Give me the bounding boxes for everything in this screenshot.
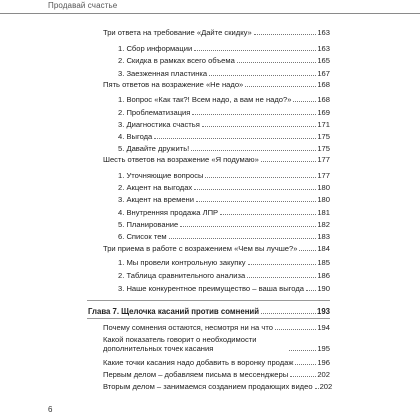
toc-entry-sub[interactable]: [118, 120, 330, 129]
toc-leader-dots: [293, 101, 316, 102]
toc-entry-section[interactable]: [103, 382, 333, 391]
toc-entry-sub[interactable]: [118, 56, 330, 65]
toc-entry-label: 2. Таблица сравнительного анализа: [118, 271, 246, 280]
toc-entry-label: Вторым делом – занимаемся созданием продающих видео: [103, 382, 313, 391]
toc-leader-dots: [202, 126, 317, 127]
toc-entry-label: 1. Вопрос «Как так?! Всем надо, а вам не надо?»: [118, 95, 292, 104]
toc-entry-label: 3. Акцент на времени: [118, 195, 194, 204]
toc-leader-dots: [169, 238, 317, 239]
toc-leader-dots: [192, 114, 316, 115]
chapter-divider-bottom: [87, 318, 330, 319]
toc-entry-sub[interactable]: [118, 208, 330, 217]
toc-entry-label: 2. Акцент на выгодах: [118, 183, 193, 192]
toc-entry-page: 168: [317, 80, 330, 89]
toc-leader-dots: [290, 376, 316, 377]
toc-entry-section[interactable]: [103, 335, 330, 353]
toc-entry-page: 183: [317, 232, 330, 241]
toc-leader-dots: [248, 264, 317, 265]
toc-entry-sub[interactable]: [118, 171, 330, 180]
toc-entry-section[interactable]: [103, 28, 330, 37]
toc-entry-label: Какие точки касания надо добавить в воронку продаж: [103, 358, 294, 367]
toc-entry-label: Первым делом – добавляем письма в мессенджеры: [103, 370, 289, 379]
toc-leader-dots: [247, 277, 316, 278]
toc-entry-label: Пять ответов на возражение «Не надо»: [103, 80, 244, 89]
toc-entry-sub[interactable]: [118, 284, 330, 293]
toc-leader-dots: [194, 50, 316, 51]
toc-entry-label: Шесть ответов на возражение «Я подумаю»: [103, 155, 259, 164]
toc-entry-label: 3. Диагностика счастья: [118, 120, 200, 129]
running-header: [0, 0, 420, 14]
toc-entry-sub[interactable]: [118, 183, 330, 192]
toc-entry-page: 167: [317, 69, 330, 78]
toc-entry-label: 1. Мы провели контрольную закупку: [118, 258, 246, 267]
toc-entry-page: 168: [317, 95, 330, 104]
toc-entry-section[interactable]: [103, 358, 330, 367]
toc-entry-label: 5. Давайте дружить!: [118, 144, 190, 153]
toc-entry-label: 3. Наше конкурентное преимущество – ваша выгода: [118, 284, 304, 293]
toc-entry-sub[interactable]: [118, 258, 330, 267]
toc-leader-dots: [205, 177, 316, 178]
toc-entry-section[interactable]: [103, 323, 330, 332]
toc-entry-page: 163: [317, 44, 330, 53]
toc-entry-page: 202: [317, 370, 330, 379]
toc-entry-label: 3. Заезженная пластинка: [118, 69, 208, 78]
toc-entry-page: 182: [317, 220, 330, 229]
toc-entry-chapter[interactable]: [88, 307, 330, 316]
running-header-title: Продавай счастье: [48, 1, 118, 10]
toc-entry-page: 175: [317, 144, 330, 153]
toc-leader-dots: [315, 388, 319, 389]
toc-entry-label: Глава 7. Щелочка касаний против сомнений: [88, 307, 259, 316]
toc-entry-section[interactable]: [103, 370, 330, 379]
toc-entry-label: 2. Скидка в рамках всего объема: [118, 56, 235, 65]
toc-entry-page: 190: [317, 284, 330, 293]
toc-entry-page: 180: [317, 195, 330, 204]
toc-leader-dots: [237, 62, 317, 63]
toc-entry-page: 169: [317, 108, 330, 117]
toc-entry-page: 181: [317, 208, 330, 217]
toc-leader-dots: [209, 75, 316, 76]
toc-leader-dots: [220, 214, 316, 215]
toc-entry-label: 6. Список тем: [118, 232, 167, 241]
toc-entry-sub[interactable]: [118, 69, 330, 78]
toc-entry-page: 163: [317, 28, 330, 37]
toc-leader-dots: [306, 290, 316, 291]
toc-entry-sub[interactable]: [118, 132, 330, 141]
toc-entry-label: Три ответа на требование «Дайте скидку»: [103, 28, 252, 37]
toc-entry-sub[interactable]: [118, 232, 330, 241]
toc-entry-page: 184: [317, 244, 330, 253]
toc-entry-label: 2. Проблематизация: [118, 108, 191, 117]
toc-entry-section[interactable]: [103, 244, 330, 253]
toc-entry-section[interactable]: [103, 80, 330, 89]
toc-entry-label: 1. Сбор информации: [118, 44, 193, 53]
page-number: 6: [48, 405, 53, 414]
toc-entry-page: 180: [317, 183, 330, 192]
toc-entry-page: 175: [317, 132, 330, 141]
toc-leader-dots: [299, 250, 316, 251]
toc-leader-dots: [196, 201, 316, 202]
toc-leader-dots: [154, 138, 316, 139]
toc-leader-dots: [245, 86, 316, 87]
toc-entry-page: 186: [317, 271, 330, 280]
toc-entry-page: 202: [319, 382, 333, 391]
toc-leader-dots: [295, 364, 316, 365]
toc-leader-dots: [180, 226, 316, 227]
toc-entry-sub[interactable]: [118, 108, 330, 117]
toc-entry-page: 171: [317, 120, 330, 129]
toc-entry-page: 177: [317, 171, 330, 180]
toc-entry-label: Три приема в работе с возражением «Чем вы лучше?»: [103, 244, 298, 253]
toc-leader-dots: [191, 150, 316, 151]
toc-entry-page: 194: [317, 323, 330, 332]
toc-entry-sub[interactable]: [118, 44, 330, 53]
toc-leader-dots: [261, 161, 316, 162]
toc-entry-page: 195: [317, 344, 330, 353]
toc-leader-dots: [261, 313, 316, 314]
toc-leader-dots: [275, 329, 316, 330]
toc-entry-page: 185: [317, 258, 330, 267]
toc-entry-section[interactable]: [103, 155, 330, 164]
toc-entry-label: 4. Внутренняя продажа ЛПР: [118, 208, 219, 217]
toc-leader-dots: [289, 350, 316, 351]
toc-entry-label: Почему сомнения остаются, несмотря ни на что: [103, 323, 273, 332]
toc-entry-label: Какой показатель говорит о необходимости дополнительных точек касания: [103, 335, 257, 353]
toc-entry-sub[interactable]: [118, 220, 330, 229]
toc-leader-dots: [254, 34, 317, 35]
toc-entry-sub[interactable]: [118, 195, 330, 204]
toc-leader-dots: [194, 189, 316, 190]
toc-entry-sub[interactable]: [118, 144, 330, 153]
toc-entry-sub[interactable]: [118, 271, 330, 280]
toc-entry-label: 4. Выгода: [118, 132, 153, 141]
chapter-divider-top: [87, 300, 330, 301]
toc-entry-label: 1. Уточняющие вопросы: [118, 171, 204, 180]
toc-entry-sub[interactable]: [118, 95, 330, 104]
toc-entry-label: 5. Планирование: [118, 220, 179, 229]
toc-entry-page: 165: [317, 56, 330, 65]
toc-entry-page: 196: [317, 358, 330, 367]
toc-entry-page: 193: [316, 307, 330, 316]
toc-entry-page: 177: [317, 155, 330, 164]
